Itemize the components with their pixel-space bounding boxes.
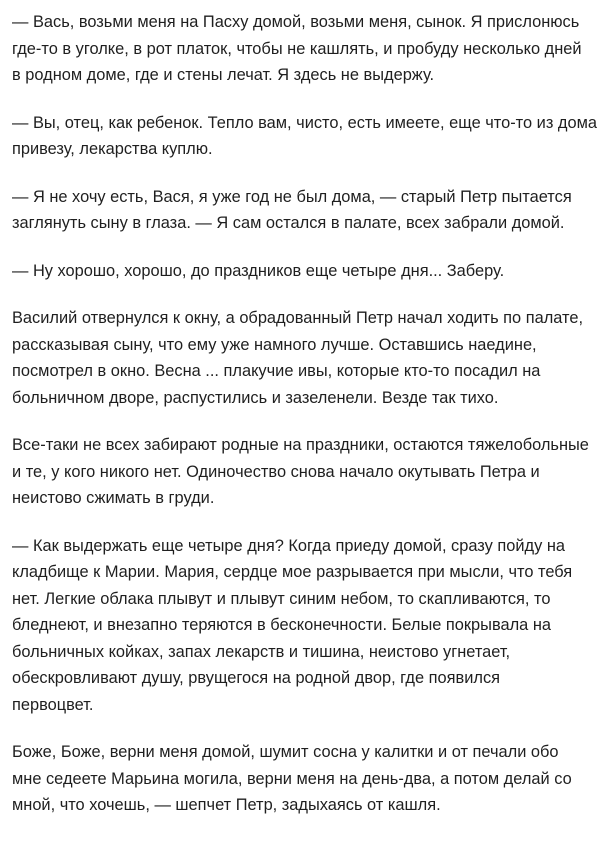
text-line: мне седеете Марьина могила, верни меня на день-два, а потом делай со bbox=[12, 769, 572, 788]
paragraph-7 bbox=[12, 533, 612, 719]
text-line: и те, у кого никого нет. Одиночество снова начало окутывать Петра и bbox=[12, 462, 540, 481]
paragraph-4 bbox=[12, 258, 612, 285]
text-line: рассказывая сыну, что ему уже намного лучше. Оставшись наедине, bbox=[12, 335, 537, 354]
text-line: больничном дворе, распустились и зазеленели. Везде так тихо. bbox=[12, 388, 499, 407]
text-line: заглянуть сыну в глаза. — Я сам остался в палате, всех забрали домой. bbox=[12, 214, 565, 232]
text-line: Все-таки не всех забирают родные на праздники, остаются тяжелобольные bbox=[12, 436, 589, 454]
text-line: — Ну хорошо, хорошо, до праздников еще четыре дня... Заберу. bbox=[12, 261, 505, 280]
text-line: посмотрел в окно. Весна ... плакучие ивы, которые кто-то посадил на bbox=[12, 362, 541, 380]
text-line: неистово сжимать в груди. bbox=[12, 489, 215, 507]
text-line: — Вась, возьми меня на Пасху домой, возьми меня, сынок. Я прислонюсь bbox=[12, 13, 580, 31]
text-line: обескровливают душу, рвущегося на родной двор, где появился bbox=[12, 669, 501, 687]
article-body bbox=[12, 0, 612, 840]
paragraph-6 bbox=[12, 432, 612, 512]
text-line: привезу, лекарства куплю. bbox=[12, 140, 213, 158]
text-line: Боже, Боже, верни меня домой, шумит сосна у калитки и от печали обо bbox=[12, 743, 559, 761]
text-line: кладбище к Марии. Мария, сердце мое разрывается при мысли, что тебя bbox=[12, 563, 573, 581]
text-line: больничных койках, запах лекарств и тишина, неистово угнетает, bbox=[12, 642, 511, 661]
text-line: — Я не хочу есть, Вася, я уже год не был дома, — старый Петр пытается bbox=[12, 187, 572, 206]
text-line: мной, что хочешь, — шепчет Петр, задыхаясь от кашля. bbox=[12, 796, 441, 814]
text-line: Василий отвернулся к окну, а обрадованный Петр начал ходить по палате, bbox=[12, 309, 584, 327]
text-line: в родном доме, где и стены лечат. Я здесь не выдержу. bbox=[12, 66, 435, 84]
text-line: — Вы, отец, как ребенок. Тепло вам, чисто, есть имеете, еще что-то из дома bbox=[12, 113, 597, 132]
text-line: нет. Легкие облака плывут и плывут синим небом, то скапливаются, то bbox=[12, 589, 551, 608]
paragraph-1 bbox=[12, 9, 612, 89]
text-line: где-то в уголке, в рот платок, чтобы не кашлять, и пробуду несколько дней bbox=[12, 39, 582, 58]
text-line: первоцвет. bbox=[12, 695, 94, 714]
paragraph-3 bbox=[12, 184, 612, 237]
text-line: — Как выдержать еще четыре дня? Когда приеду домой, сразу пойду на bbox=[12, 536, 565, 555]
paragraph-5 bbox=[12, 305, 612, 411]
paragraph-8 bbox=[12, 739, 612, 819]
text-line: бледнеют, и внезапно теряются в бесконечности. Белые покрывала на bbox=[12, 616, 551, 634]
paragraph-2 bbox=[12, 110, 612, 163]
